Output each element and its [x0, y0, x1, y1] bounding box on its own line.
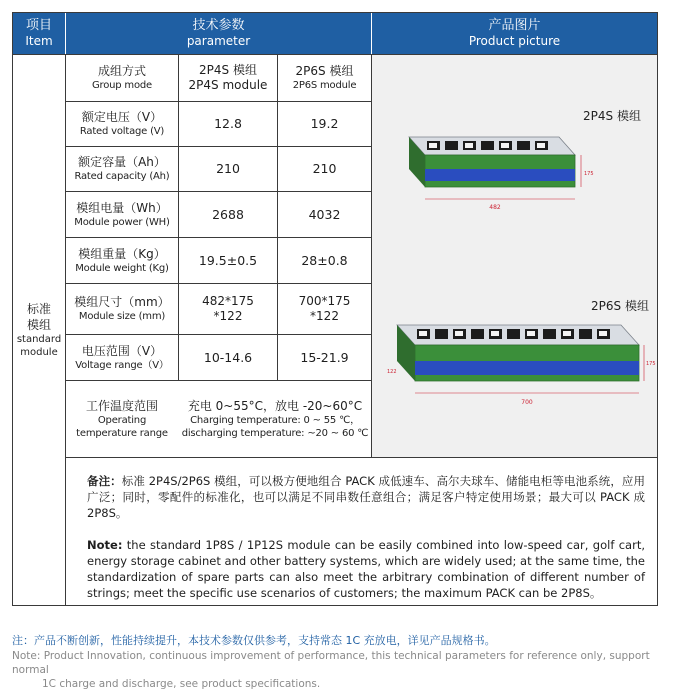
header-parameter-en: parameter	[186, 34, 251, 48]
value-line: 482*175	[202, 294, 254, 308]
value-2p6s-module-weight	[278, 238, 371, 283]
value-2p4s-module-size	[179, 284, 277, 334]
value-line: 15-21.9	[300, 349, 349, 365]
module-2p6s-image	[385, 313, 655, 423]
param-en: Rated capacity (Ah)	[74, 171, 170, 182]
note-zh-text: 标准 2P4S/2P6S 模组，可以极方便地组合 PACK 成低速车、高尔夫球车、储能电柜等电池系统，应用广泛；同时，零配件的标准化，也可以满足不同串数任意组合；满足客户特定使用场景；最大可以 PACK 成 2P8S。	[87, 474, 645, 520]
param-zh: 工作温度范围	[85, 398, 158, 413]
dim-2p6s-width: 175	[646, 361, 656, 367]
param-en: Module weight (Kg)	[75, 262, 169, 274]
note-en-label: Note:	[87, 538, 123, 552]
param-zh: 模组电量（Wh）	[76, 200, 168, 215]
temp-discharge: discharging temperature: ~20 ~ 60 ℃	[181, 427, 369, 439]
value-line: 2P6S 模组	[295, 64, 354, 78]
param-label-module-weight	[66, 238, 178, 283]
param-en: Group mode	[92, 80, 152, 91]
value-line: 700*175	[298, 294, 351, 308]
value-2p4s-rated-voltage	[179, 102, 277, 146]
param-en: Voltage range（V）	[75, 359, 169, 371]
value-line: 2P6S module	[292, 80, 357, 91]
header-picture-zh: 产品图片	[488, 18, 541, 33]
param-label-rated-voltage	[66, 102, 178, 146]
value-line: 2P4S module	[188, 78, 268, 92]
value-line: 19.5±0.5	[198, 252, 258, 268]
side-label-en2: module	[20, 347, 58, 358]
note-zh-label: 备注：	[87, 474, 122, 488]
value-2p4s-module-weight	[179, 238, 277, 283]
param-label-module-power	[66, 192, 178, 237]
value-line: 10-14.6	[203, 349, 253, 365]
side-label-en1: standard	[16, 334, 62, 345]
header-picture-en: Product picture	[468, 34, 561, 48]
value-2p4s-group-mode	[179, 55, 277, 101]
side-label-zh2: 模组	[26, 318, 51, 332]
param-zh: 成组方式	[97, 64, 146, 78]
param-en: temperature range	[76, 427, 168, 439]
dim-2p4s-length: 482	[489, 204, 501, 211]
value-line: 2688	[212, 206, 244, 222]
header-picture	[372, 13, 657, 54]
param-label-voltage-range	[66, 335, 178, 380]
value-line: 12.8	[214, 116, 242, 131]
param-label-group-mode	[66, 55, 178, 101]
footer-en-line1: Note: Product Innovation, continuous improvement of performance, this technical parameters for reference only, support normal	[12, 650, 650, 676]
param-label-operating-temperature	[66, 381, 178, 457]
spec-table	[12, 12, 658, 606]
side-label-zh1: 标准	[26, 302, 51, 316]
dim-2p4s-width: 175	[584, 171, 594, 177]
value-line: 210	[312, 161, 337, 176]
param-en: Module size (mm)	[78, 311, 166, 322]
param-zh: 模组重量（Kg）	[78, 246, 166, 261]
module-2p4s-image	[399, 125, 594, 225]
value-2p6s-module-size	[278, 284, 371, 334]
value-2p6s-group-mode	[278, 55, 371, 101]
header-item-en: Item	[25, 34, 53, 48]
footer-en-line2: 1C charge and discharge, see product specifications.	[42, 678, 321, 690]
value-line: 19.2	[310, 116, 339, 131]
note-block	[77, 458, 657, 617]
picture-label-2p4s: 2P4S 模组	[583, 109, 641, 123]
value-2p4s-module-power	[179, 192, 277, 237]
dim-2p6s-length: 700	[521, 399, 533, 406]
header-parameter	[66, 13, 371, 54]
value-2p6s-voltage-range	[278, 335, 371, 380]
param-zh: 模组尺寸（mm）	[74, 295, 170, 309]
temp-zh: 充电 0~55°C，放电 -20~60°C	[187, 398, 363, 413]
value-2p4s-rated-capacity	[179, 147, 277, 191]
picture-label-2p6s: 2P6S 模组	[591, 299, 649, 313]
value-2p6s-rated-capacity	[278, 147, 371, 191]
value-2p4s-voltage-range	[179, 335, 277, 380]
side-label	[13, 55, 65, 605]
footer	[12, 633, 662, 691]
value-line: *122	[213, 309, 243, 323]
note-en-text: the standard 1P8S / 1P12S module can be easily combined into low-speed car, golf cart, energy storage cabinet and other battery systems, which are widely used; at the same time, the standardization of spare parts can also meet the arbitrary combination of different number of strings; meet the specific use scenarios of customers; the maximum PACK can be 2P8S。	[87, 538, 645, 600]
footer-zh: 注：产品不断创新，性能持续提升，本技术参数仅供参考，支持常态 1C 充放电，详见产品规格书。	[12, 634, 496, 647]
param-label-module-size	[66, 284, 178, 334]
param-zh: 电压范围（V）	[81, 343, 163, 358]
value-line: 210	[216, 161, 240, 176]
param-en: Operating	[97, 414, 147, 426]
note-zh	[87, 473, 645, 521]
value-line: *122	[310, 309, 339, 323]
param-zh: 额定容量（Ah）	[78, 155, 166, 169]
param-en: Module power (WH)	[74, 216, 170, 228]
header-parameter-zh: 技术参数	[192, 18, 245, 33]
param-en: Rated voltage (V)	[79, 126, 165, 137]
header-item	[13, 13, 65, 54]
header-item-zh: 项目	[25, 18, 52, 33]
value-2p6s-rated-voltage	[278, 102, 371, 146]
param-label-rated-capacity	[66, 147, 178, 191]
value-operating-temperature	[179, 381, 371, 457]
value-line: 28±0.8	[301, 252, 348, 268]
temp-charge: Charging temperature: 0 ~ 55 ℃，	[190, 414, 360, 426]
value-line: 4032	[308, 206, 341, 222]
value-line: 2P4S 模组	[199, 63, 257, 77]
product-pictures	[371, 55, 657, 457]
note-en	[87, 537, 645, 601]
param-zh: 额定电压（V）	[81, 110, 163, 124]
dim-2p6s-height: 122	[387, 369, 397, 375]
value-2p6s-module-power	[278, 192, 371, 237]
